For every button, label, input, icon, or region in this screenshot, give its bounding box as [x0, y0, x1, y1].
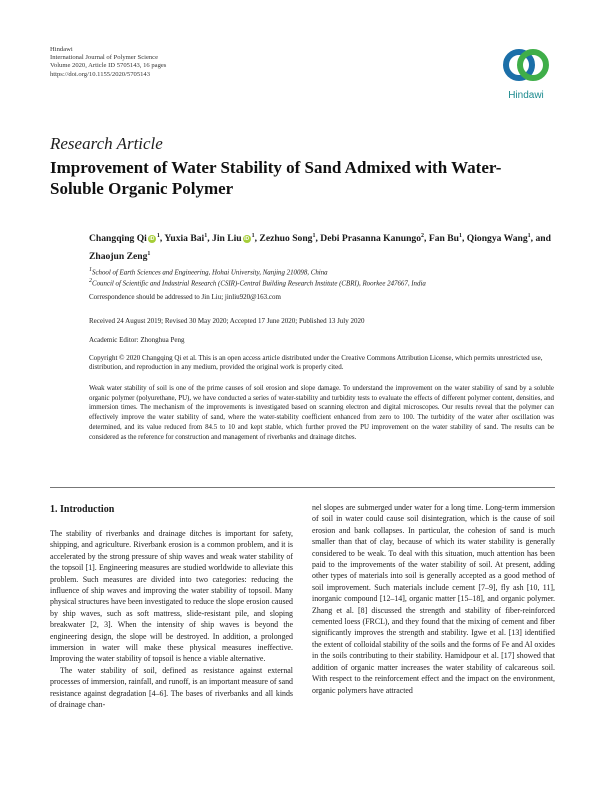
- author-affiliation-mark: 2: [421, 233, 425, 239]
- copyright-notice: Copyright © 2020 Changqing Qi et al. This is an open access article distributed under the Creative Commons Attribution License, which permits unrestricted use, distribution, and reproduction in any medium, provided the original work is properly cited.: [89, 354, 543, 371]
- author-separator: ,: [159, 233, 165, 245]
- author-name: Zhaojun Zeng: [89, 250, 148, 262]
- orcid-icon[interactable]: iD: [244, 236, 250, 243]
- author-affiliation-mark: 1: [204, 233, 208, 239]
- section-heading-introduction: 1. Introduction: [50, 504, 115, 515]
- author-separator: ,: [424, 233, 429, 245]
- doi-link[interactable]: https://doi.org/10.1155/2020/5705143: [50, 70, 151, 78]
- academic-editor: Academic Editor: Zhonghua Peng: [89, 336, 185, 344]
- logo-text: Hindawi: [508, 90, 544, 101]
- author-separator: ,: [207, 233, 213, 245]
- hindawi-logo: [496, 42, 556, 104]
- author-name: Jin Liu: [212, 233, 242, 245]
- author-name: Zezhuo Song: [259, 233, 313, 245]
- article-dates: Received 24 August 2019; Revised 30 May 2020; Accepted 17 June 2020; Published 13 July 2020: [89, 317, 365, 325]
- author-name: Yuxia Bai: [164, 233, 205, 245]
- section-divider: [50, 487, 555, 488]
- author-affiliation-mark: 1: [527, 233, 531, 239]
- affiliation-1: $^1$School of Earth Sciences and Engineering, Hohai University, Nanjing 210098, China: [89, 267, 328, 277]
- journal-meta: [50, 46, 166, 79]
- orcid-icon[interactable]: iD: [149, 236, 155, 243]
- paragraph: The water stability of soil, defined as resistance against external processes of immersion, rainfall, and runoff, is an important measure of sand resistance against degradation [4–6]. The bases of riverbanks and all kinds of drainage chan-: [50, 665, 293, 710]
- author-name: Qiongya Wang: [466, 233, 528, 245]
- article-type: Research Article: [50, 134, 163, 153]
- author-separator: ,: [461, 233, 467, 245]
- author-affiliation-mark: 1: [147, 250, 151, 257]
- author-affiliation-mark: 1: [251, 233, 255, 239]
- author-affiliation-mark: 1: [312, 233, 316, 239]
- body-column-right: [312, 502, 555, 696]
- publisher-name: Hindawi: [50, 46, 73, 53]
- paragraph: The stability of riverbanks and drainage ditches is important for safety, shipping, and agriculture. Riverbank erosion is a common problem, and it is accelerated by the strong pressure of ship waves and weak water stability of the topsoil [1]. Engineering measures are studied worldwide to alleviate this problem. Such measures are divided into two categories: reducing the influence of ship waves and improving the water stability of topsoil. Many physical structures have been investigated to reduce the slope erosion caused by ship waves, such as soft mattress, slide-resistant pile, and sloping breakwater [2, 3]. When the intensity of ship waves is beyond the engineering design, the slope will be destroyed. In addition, a prolonged immersion in water will make these physical measures ineffective. Improving the water stability of topsoil is hence a viable alternative.: [50, 529, 293, 664]
- affiliations: [89, 266, 569, 289]
- hindawi-logo-icon: [496, 42, 556, 88]
- author-name: Debi Prasanna Kanungo: [320, 233, 422, 245]
- author-name: Changqing Qi: [89, 233, 147, 245]
- journal-name: International Journal of Polymer Science: [50, 54, 159, 62]
- author-affiliation-mark: 1: [156, 233, 160, 239]
- author-list: [89, 229, 559, 264]
- body-column-left: [50, 528, 293, 711]
- author-separator: ,: [254, 233, 260, 245]
- author-name: Fan Bu: [428, 233, 459, 245]
- author-separator: ,: [315, 233, 321, 245]
- paper-title: Improvement of Water Stability of Sand Admixed with Water-Soluble Organic Polymer: [50, 158, 502, 198]
- affiliation-2: $^2$Council of Scientific and Industrial Research (CSIR)-Central Building Research Institute (CBRI), Roorkee 247667, India: [89, 278, 426, 288]
- author-separator: , and: [530, 233, 551, 245]
- abstract: Weak water stability of soil is one of the prime causes of soil erosion and slope damage. To understand the improvement on the water stability of sand by a soluble organic polymer (polyurethane, PU), we have conducted a series of water-stability and turbidity tests to evaluate the effects of different polymer content, densities, and immersion times. The mechanism of the improvements is investigated based on scanning electron and digital microscopes. Our results reveal that the polymer can effectively improve the water stability of sand, where the water-stability coefficient enhanced from zero to 100. The turbidity of the water after oscillation was determined, and its value reduced from 84.5 to 10 and kept stable, which further proved the PU improvement on the water stability of sand. The results can be considered as the reference for construction and management of riverbanks and drainage ditches.: [89, 385, 554, 441]
- correspondence: Correspondence should be addressed to Jin Liu; jinliu920@163.com: [89, 293, 281, 301]
- paragraph: nel slopes are submerged under water for a long time. Long-term immersion of soil in water could cause soil disintegration, which is the cause of soil erosion and bank collapses. In particular, the cohesion of sand is much smaller than that of clay, because of which its water stability is generally considered to be weak. To deal with this situation, much attention has been paid to the improvements of the water stability of soil. At present, adding other types of materials into soil is generally accepted as a good method of soil improvement. Such materials include cement [7–9], fly ash [10, 11], inorganic compound [12–14], organic matter [15–18], and organic polymer. Zhang et al. [8] discussed the strength and stability of fiber-reinforced cemented loess (FRCL), and they found that the mixing of cement and fiber significantly improves the strength and stability. Igwe et al. [13] identified the extent of colloidal stability of the soils and the forms of Fe and Al oxides in the soils contributing to their stability. Hamidpour et al. [17] showed that addition of organic matter increases the water stability of calcareous soil. With respect to the reinforcement effect and the impact on the environment, organic polymers have attracted: [312, 503, 555, 695]
- author-affiliation-mark: 1: [458, 233, 462, 239]
- volume-info: Volume 2020, Article ID 5705143, 16 pages: [50, 62, 167, 70]
